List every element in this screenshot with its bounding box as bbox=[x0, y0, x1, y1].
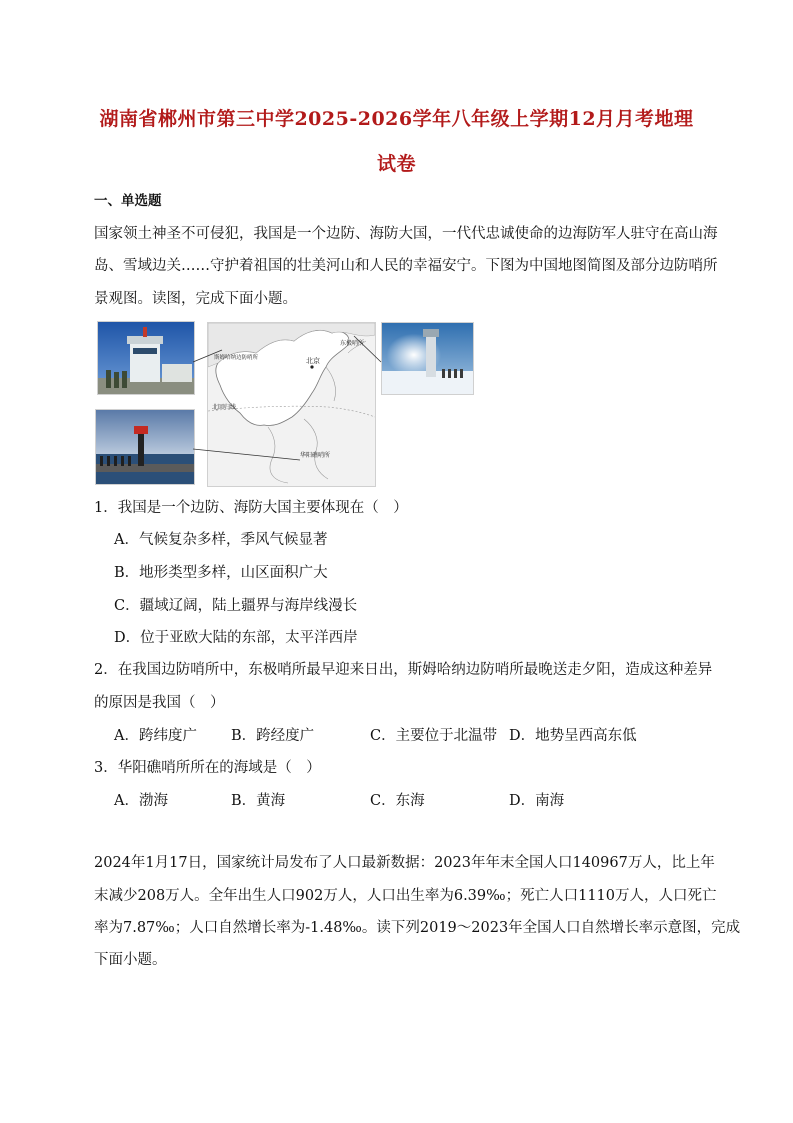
q3-stem: 3．华阳礁哨所所在的海域是（ ） bbox=[94, 760, 321, 776]
passage2-line-2: 末减少208万人。全年出生人口902万人，人口出生率为6.39‰；死亡人口1110万人，人口死亡 bbox=[94, 888, 717, 904]
map-label-simaha: 斯姆哈纳边防哨所 bbox=[214, 355, 259, 361]
q3-option-a: A．渤海 bbox=[114, 793, 168, 809]
section-heading: 一、单选题 bbox=[94, 193, 162, 209]
q1-option-b: B．地形类型多样，山区面积广大 bbox=[114, 565, 328, 581]
intro-line-3: 景观图。读图，完成下面小题。 bbox=[94, 291, 297, 307]
q1-option-d: D．位于亚欧大陆的东部，太平洋西岸 bbox=[114, 630, 358, 646]
q2-option-c: C．主要位于北温带 bbox=[370, 728, 498, 744]
map-label-beijing: 北京 bbox=[306, 357, 320, 365]
map-label-huayang: 华阳礁哨所 bbox=[300, 452, 331, 459]
q3-option-c: C．东海 bbox=[370, 793, 425, 809]
q1-option-c: C．疆域辽阔，陆上疆界与海岸线漫长 bbox=[114, 598, 358, 614]
q2-option-d: D．地势呈西高东低 bbox=[509, 728, 637, 744]
exam-title-line1: 湖南省郴州市第三中学2025-2026学年八年级上学期12月月考地理 bbox=[99, 108, 694, 130]
intro-line-2: 岛、雪域边关……守护着祖国的壮美河山和人民的幸福安宁。下图为中国地图简图及部分边防哨所 bbox=[94, 258, 718, 274]
intro-line-1: 国家领土神圣不可侵犯，我国是一个边防、海防大国，一代代忠诚使命的边海防军人驻守在高山海 bbox=[94, 226, 718, 242]
q1-stem: 1．我国是一个边防、海防大国主要体现在（ ） bbox=[94, 500, 408, 516]
passage2-line-3: 率为7.87‰；人口自然增长率为-1.48‰。读下列2019～2023年全国人口自然增长率示意图，完成 bbox=[94, 920, 741, 936]
map-label-tropic: 北回归线 bbox=[212, 404, 237, 411]
q3-option-b: B．黄海 bbox=[231, 793, 286, 809]
q2-option-a: A．跨纬度广 bbox=[114, 728, 197, 744]
exam-title-line2: 试卷 bbox=[376, 153, 416, 175]
q2-stem-line-2: 的原因是我国（ ） bbox=[94, 695, 225, 711]
q1-option-a: A．气候复杂多样，季风气候显著 bbox=[114, 532, 328, 548]
q2-option-b: B．跨经度广 bbox=[231, 728, 315, 744]
passage2-line-4: 下面小题。 bbox=[94, 952, 167, 968]
q3-option-d: D．南海 bbox=[509, 793, 565, 809]
map-label-east-pole: 东极哨所 bbox=[340, 340, 365, 347]
q2-stem-line-1: 2．在我国边防哨所中，东极哨所最早迎来日出，斯姆哈纳边防哨所最晚送走夕阳，造成这种差异 bbox=[94, 662, 713, 678]
passage2-line-1: 2024年1月17日，国家统计局发布了人口最新数据：2023年年末全国人口140967万人，比上年 bbox=[94, 855, 715, 871]
